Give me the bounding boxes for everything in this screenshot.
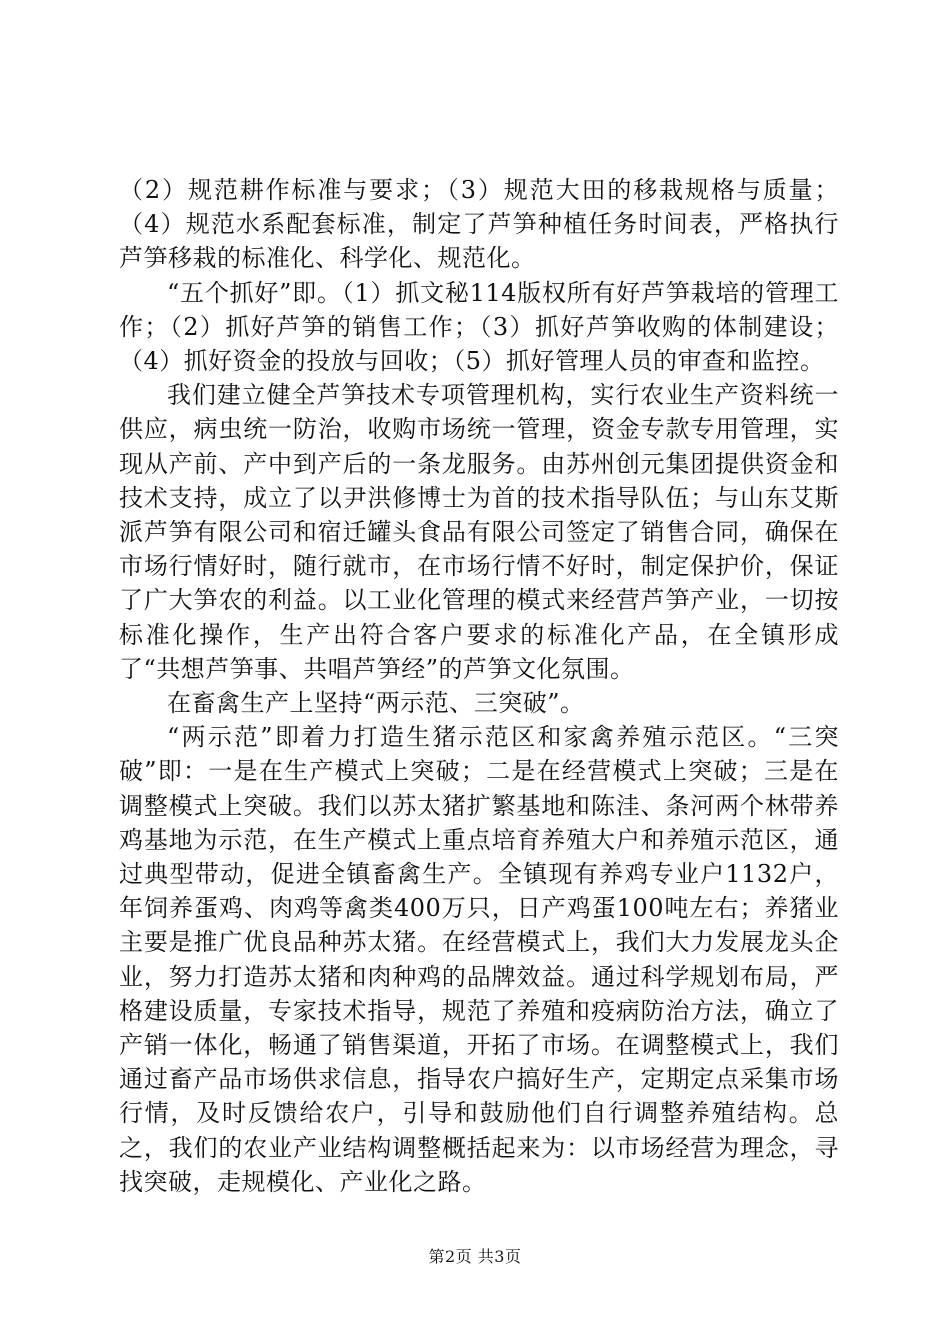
page-footer: 第2页 共3页	[428, 1247, 522, 1266]
paragraph-livestock-intro: 在畜禽生产上坚持“两示范、三突破”。	[167, 689, 585, 718]
paragraph-livestock-detail: “两示范”即着力打造生猪示范区和家禽养殖示范区。“三突破”即：一是在生产模式上突破；二是在经营模式上突破；三是在调整模式上突破。我们以苏太猪扩繁基地和陈洼、条河两个林带养鸡基地为示范，在生产模式上重点培育养殖大户和养殖示范区，通过典型带动，促进全镇畜禽生产。全镇现有养鸡专业户1132户，年饲养蛋鸡、肉鸡等禽类400万只，日产鸡蛋100吨左右；养猪业主要是推广优良品种苏太猪。在经营模式上，我们大力发展龙头企业，努力打造苏太猪和肉种鸡的品牌效益。通过科学规划布局，严格建设质量，专家技术指导，规范了养殖和疫病防治方法，确立了产销一体化，畅通了销售渠道，开拓了市场。在调整模式上，我们通过畜产品市场供求信息，指导农户搞好生产，定期定点采集市场行情，及时反馈给农户，引导和鼓励他们自行调整养殖结构。总之，我们的农业产业结构调整概括起来为：以市场经营为理念，寻找突破，走规模化、产业化之路。	[119, 723, 839, 1196]
paragraph-standards: （2）规范耕作标准与要求；（3）规范大田的移栽规格与质量；（4）规范水系配套标准，制定了芦笋种植任务时间表，严格执行芦笋移栽的标准化、科学化、规范化。	[119, 176, 839, 273]
document-body	[119, 173, 839, 1199]
paragraph-five-goods: “五个抓好”即。（1）抓文秘114版权所有好芦笋栽培的管理工作；（2）抓好芦笋的销售工作；（3）抓好芦笋收购的体制建设；（4）抓好资金的投放与回收；（5）抓好管理人员的审查和监控。	[119, 278, 839, 376]
paragraph-management: 我们建立健全芦笋技术专项管理机构，实行农业生产资料统一供应，病虫统一防治，收购市场统一管理，资金专款专用管理，实现从产前、产中到产后的一条龙服务。由苏州创元集团提供资金和技术支持，成立了以尹洪修博士为首的技术指导队伍；与山东艾斯派芦笋有限公司和宿迁罐头食品有限公司签定了销售合同，确保在市场行情好时，随行就市，在市场行情不好时，制定保护价，保证了广大笋农的利益。以工业化管理的模式来经营芦笋产业，一切按标准化操作，生产出符合客户要求的标准化产品，在全镇形成了“共想芦笋事、共唱芦笋经”的芦笋文化氛围。	[119, 381, 839, 683]
